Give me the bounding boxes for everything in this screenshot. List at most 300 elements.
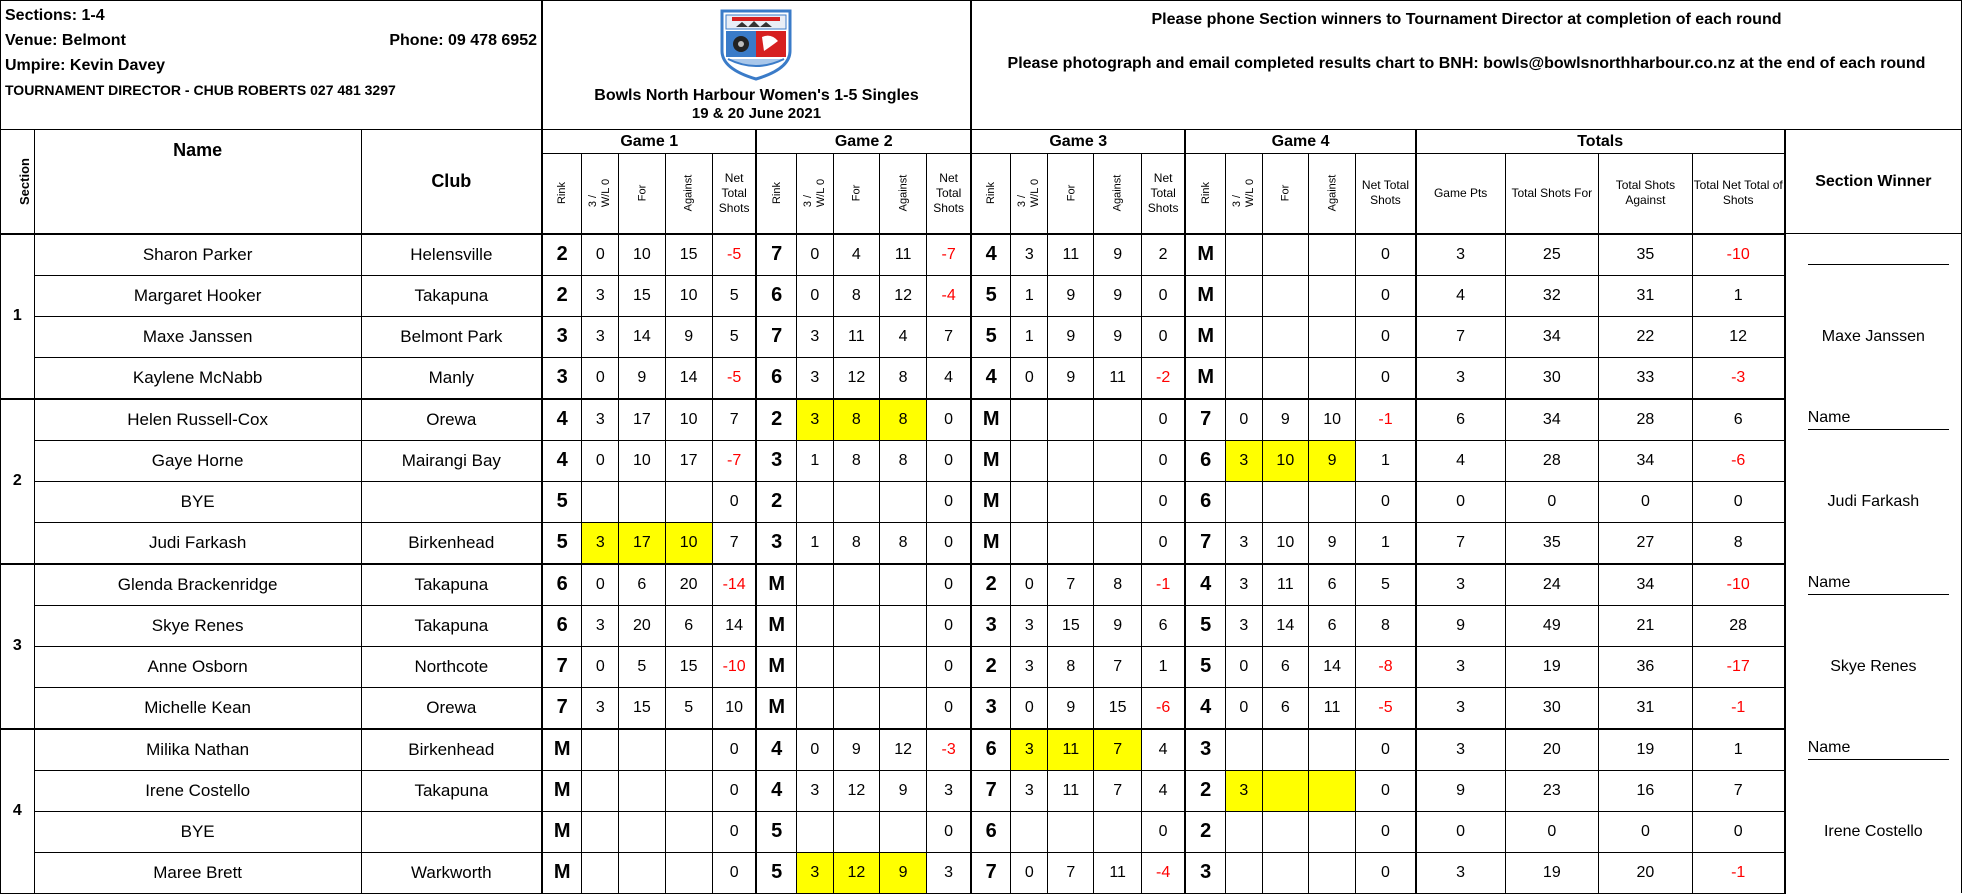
name-column-header: Name (34, 130, 361, 234)
game-rink: M (971, 440, 1011, 481)
game-for: 9 (1048, 316, 1094, 357)
game-against: 9 (1094, 605, 1141, 646)
game-wl: 3 (796, 357, 833, 399)
game-rink: 6 (756, 275, 796, 316)
game-net: 0 (1356, 234, 1416, 276)
game-against: 9 (1094, 316, 1141, 357)
game-for: 20 (619, 605, 665, 646)
game-for: 6 (619, 564, 665, 606)
umpire-label: Umpire: Kevin Davey (5, 57, 166, 74)
player-row (1, 852, 1962, 893)
section-winner: Irene Costello (1785, 770, 1962, 893)
total-net-shots: -1 (1692, 852, 1785, 893)
game-net: 0 (927, 687, 971, 729)
player-club (361, 481, 542, 522)
game-for: 5 (619, 646, 665, 687)
game-net: 0 (1356, 481, 1416, 522)
game-rink: 2 (971, 646, 1011, 687)
event-info (1, 1, 543, 130)
total-net-shots: 0 (1692, 811, 1785, 852)
game-for: 9 (1048, 687, 1094, 729)
game-against (1094, 522, 1141, 564)
game-against: 10 (665, 522, 712, 564)
game-net: 7 (927, 316, 971, 357)
game-against (1308, 316, 1355, 357)
game-against (1308, 770, 1355, 811)
game-rink: 3 (971, 687, 1011, 729)
player-club: Helensville (361, 234, 542, 276)
game-net: 4 (927, 357, 971, 399)
game-wl: 0 (1225, 646, 1262, 687)
game-against: 9 (1308, 440, 1355, 481)
total-shots-against: 19 (1599, 729, 1693, 771)
game-against (879, 646, 926, 687)
game-rink: 5 (542, 481, 582, 522)
player-name: Michelle Kean (34, 687, 361, 729)
total-net-shots: 1 (1692, 275, 1785, 316)
total-shots-against: 27 (1599, 522, 1693, 564)
game-4-wl-header: 3 / W/L 0 (1225, 154, 1262, 234)
game-rink: 6 (971, 729, 1011, 771)
total-shots-against: 20 (1599, 852, 1693, 893)
winner-name-placeholder: Name (1808, 574, 1949, 595)
game-2-net-header: Net Total Shots (927, 154, 971, 234)
game-net: 7 (712, 399, 756, 441)
game-for: 6 (1262, 687, 1308, 729)
game-for: 7 (1048, 564, 1094, 606)
game-net: 0 (1141, 811, 1185, 852)
player-row (1, 522, 1962, 564)
game-against: 8 (879, 357, 926, 399)
game-against: 20 (665, 564, 712, 606)
player-club: Manly (361, 357, 542, 399)
game-rink: 2 (756, 399, 796, 441)
game-wl: 3 (582, 687, 619, 729)
game-wl (1011, 481, 1048, 522)
game-for (1262, 852, 1308, 893)
total-shots-against: 0 (1599, 481, 1693, 522)
total-game-pts: 3 (1416, 687, 1505, 729)
game-rink: 6 (1185, 440, 1225, 481)
total-shots-for: 32 (1505, 275, 1599, 316)
game-wl: 0 (582, 564, 619, 606)
instruction-phone: Please phone Section winners to Tournament Director at completion of each round (1151, 11, 1782, 28)
player-row (1, 811, 1962, 852)
game-wl: 3 (1011, 605, 1048, 646)
game-for: 8 (1048, 646, 1094, 687)
section-winner: Judi Farkash (1785, 440, 1962, 564)
total-shots-for: 28 (1505, 440, 1599, 481)
total-shots-against: 28 (1599, 399, 1693, 441)
player-club: Birkenhead (361, 729, 542, 771)
total-shots-against: 34 (1599, 564, 1693, 606)
game-for (1262, 316, 1308, 357)
game-rink: 5 (756, 811, 796, 852)
game-for: 11 (1048, 729, 1094, 771)
game-net: 0 (1356, 811, 1416, 852)
game-rink: 3 (542, 357, 582, 399)
player-club: Orewa (361, 687, 542, 729)
section-column-header: Section (1, 130, 35, 234)
game-rink: M (1185, 234, 1225, 276)
total-shots-against: 0 (1599, 811, 1693, 852)
game-for (1262, 729, 1308, 771)
game-wl: 0 (1011, 687, 1048, 729)
game-wl: 3 (796, 316, 833, 357)
total-shots-against: 34 (1599, 440, 1693, 481)
game-4-for-header: For (1262, 154, 1308, 234)
game-net: -6 (1141, 687, 1185, 729)
total-game-pts: 0 (1416, 811, 1505, 852)
game-net: 0 (712, 481, 756, 522)
player-club: Belmont Park (361, 316, 542, 357)
game-for (619, 481, 665, 522)
game-wl (796, 646, 833, 687)
game-1-wl-header: 3 / W/L 0 (582, 154, 619, 234)
game-3-net-header: Net Total Shots (1141, 154, 1185, 234)
game-wl (1011, 811, 1048, 852)
player-row (1, 564, 1962, 606)
game-net: 1 (1141, 646, 1185, 687)
game-net: -5 (712, 357, 756, 399)
game-net: 0 (1141, 275, 1185, 316)
game-wl: 0 (582, 357, 619, 399)
club-column-header: Club (361, 130, 542, 234)
game-for (833, 481, 879, 522)
game-net: -2 (1141, 357, 1185, 399)
game-rink: 5 (971, 275, 1011, 316)
game-for: 9 (1048, 275, 1094, 316)
game-rink: 7 (971, 770, 1011, 811)
game-for (1262, 481, 1308, 522)
section-number: 2 (1, 399, 35, 564)
game-for: 14 (1262, 605, 1308, 646)
section-winner-name-slot (1785, 399, 1962, 441)
player-club: Warkworth (361, 852, 542, 893)
player-club: Mairangi Bay (361, 440, 542, 481)
total-game-pts: 3 (1416, 729, 1505, 771)
player-row (1, 729, 1962, 771)
total-game-pts: 4 (1416, 275, 1505, 316)
game-against (665, 770, 712, 811)
total-shots-against: 16 (1599, 770, 1693, 811)
game-for: 9 (1262, 399, 1308, 441)
game-4-header: Game 4 (1185, 130, 1415, 154)
game-net: -5 (712, 234, 756, 276)
game-rink: 2 (1185, 811, 1225, 852)
total-shots-for: 24 (1505, 564, 1599, 606)
game-3-rink-header: Rink (971, 154, 1011, 234)
game-rink: 4 (542, 399, 582, 441)
total-net-shots: -6 (1692, 440, 1785, 481)
game-net: 0 (1356, 770, 1416, 811)
game-wl: 3 (582, 275, 619, 316)
totals-header: Totals (1416, 130, 1785, 154)
game-wl (582, 481, 619, 522)
game-wl: 3 (1011, 770, 1048, 811)
game-rink: 7 (1185, 399, 1225, 441)
game-net: 2 (1141, 234, 1185, 276)
player-club: Orewa (361, 399, 542, 441)
game-against (1094, 399, 1141, 441)
game-against: 12 (879, 275, 926, 316)
game-wl (1225, 234, 1262, 276)
total-net-shots: -17 (1692, 646, 1785, 687)
total-shots-for: 20 (1505, 729, 1599, 771)
game-for (833, 811, 879, 852)
game-against: 9 (1308, 522, 1355, 564)
game-net: -1 (1356, 399, 1416, 441)
game-rink: 4 (971, 234, 1011, 276)
game-rink: 5 (1185, 605, 1225, 646)
game-net: 5 (1356, 564, 1416, 606)
game-rink: 4 (1185, 687, 1225, 729)
game-rink: 6 (542, 564, 582, 606)
game-against: 15 (1094, 687, 1141, 729)
total-shots-against: 31 (1599, 687, 1693, 729)
total-shots-for-header: Total Shots For (1505, 154, 1599, 234)
player-row (1, 687, 1962, 729)
game-net: -14 (712, 564, 756, 606)
player-name: Judi Farkash (34, 522, 361, 564)
total-net-shots: -10 (1692, 564, 1785, 606)
section-winner: Skye Renes (1785, 605, 1962, 729)
game-for: 11 (1048, 770, 1094, 811)
total-game-pts: 3 (1416, 852, 1505, 893)
game-wl: 3 (796, 852, 833, 893)
total-shots-for: 19 (1505, 646, 1599, 687)
game-for: 11 (833, 316, 879, 357)
player-club: Takapuna (361, 770, 542, 811)
game-for: 11 (1048, 234, 1094, 276)
game-for: 8 (833, 399, 879, 441)
total-shots-against: 36 (1599, 646, 1693, 687)
game-wl: 3 (582, 399, 619, 441)
game-for (619, 811, 665, 852)
game-for: 17 (619, 522, 665, 564)
game-for: 12 (833, 357, 879, 399)
game-wl: 3 (1011, 234, 1048, 276)
game-net: 5 (712, 316, 756, 357)
game-net: 14 (712, 605, 756, 646)
game-against: 10 (665, 275, 712, 316)
bowls-north-harbour-logo (716, 7, 796, 81)
game-3-for-header: For (1048, 154, 1094, 234)
total-shots-against: 33 (1599, 357, 1693, 399)
game-for (1262, 234, 1308, 276)
game-wl: 1 (796, 522, 833, 564)
game-4-rink-header: Rink (1185, 154, 1225, 234)
player-name: Kaylene McNabb (34, 357, 361, 399)
game-for: 11 (1262, 564, 1308, 606)
game-for: 4 (833, 234, 879, 276)
game-against (1308, 234, 1355, 276)
game-rink: 5 (756, 852, 796, 893)
game-for: 15 (619, 275, 665, 316)
game-for: 10 (1262, 522, 1308, 564)
game-wl (796, 564, 833, 606)
game-rink: M (971, 399, 1011, 441)
game-1-against-header: Against (665, 154, 712, 234)
game-net: 10 (712, 687, 756, 729)
game-against (1308, 729, 1355, 771)
total-shots-for: 30 (1505, 357, 1599, 399)
section-winner-header: Section Winner (1785, 130, 1962, 234)
game-against (1308, 811, 1355, 852)
game-for (1262, 770, 1308, 811)
game-rink: 5 (1185, 646, 1225, 687)
game-wl: 0 (1011, 564, 1048, 606)
player-row (1, 481, 1962, 522)
total-net-shots: 7 (1692, 770, 1785, 811)
game-net: 4 (1141, 729, 1185, 771)
game-wl (796, 605, 833, 646)
game-net: -7 (927, 234, 971, 276)
game-net: -7 (712, 440, 756, 481)
game-wl: 0 (582, 646, 619, 687)
total-shots-for: 34 (1505, 316, 1599, 357)
game-against: 9 (1094, 234, 1141, 276)
game-for: 9 (833, 729, 879, 771)
game-wl: 0 (582, 234, 619, 276)
game-net: 0 (927, 440, 971, 481)
game-net: 0 (1356, 357, 1416, 399)
total-game-pts: 7 (1416, 522, 1505, 564)
game-rink: 3 (1185, 729, 1225, 771)
total-net-shots: 8 (1692, 522, 1785, 564)
game-net: -4 (927, 275, 971, 316)
game-rink: 7 (756, 234, 796, 276)
player-name: BYE (34, 811, 361, 852)
game-net: 0 (1141, 440, 1185, 481)
game-wl: 3 (1011, 729, 1048, 771)
game-against: 11 (1094, 357, 1141, 399)
game-wl (582, 811, 619, 852)
game-against: 9 (1094, 275, 1141, 316)
game-net: 0 (1141, 316, 1185, 357)
game-wl: 0 (582, 440, 619, 481)
total-net-shots: 0 (1692, 481, 1785, 522)
game-pts-header: Game Pts (1416, 154, 1505, 234)
total-net-header: Total Net Total of Shots (1692, 154, 1785, 234)
director-label: TOURNAMENT DIRECTOR - CHUB ROBERTS 027 481 3297 (5, 82, 396, 98)
game-rink: 4 (542, 440, 582, 481)
game-net: 0 (927, 811, 971, 852)
game-rink: M (1185, 275, 1225, 316)
section-number: 4 (1, 729, 35, 894)
game-against: 8 (879, 522, 926, 564)
game-against: 10 (1308, 399, 1355, 441)
game-net: 0 (712, 770, 756, 811)
game-2-for-header: For (833, 154, 879, 234)
total-shots-for: 0 (1505, 811, 1599, 852)
total-net-shots: 1 (1692, 729, 1785, 771)
event-dates: 19 & 20 June 2021 (691, 105, 822, 122)
total-game-pts: 9 (1416, 770, 1505, 811)
instructions (971, 1, 1962, 130)
game-wl: 3 (1225, 605, 1262, 646)
player-row (1, 234, 1962, 276)
player-name: BYE (34, 481, 361, 522)
game-for (833, 605, 879, 646)
game-for: 10 (1262, 440, 1308, 481)
game-net: 0 (712, 852, 756, 893)
game-wl (1225, 811, 1262, 852)
game-rink: 2 (1185, 770, 1225, 811)
game-net: -10 (712, 646, 756, 687)
game-net: 7 (712, 522, 756, 564)
game-rink: 4 (971, 357, 1011, 399)
game-wl: 0 (796, 234, 833, 276)
winner-name-placeholder: Name (1808, 409, 1949, 430)
game-rink: M (542, 770, 582, 811)
game-rink: 6 (542, 605, 582, 646)
total-net-shots: 28 (1692, 605, 1785, 646)
game-net: 0 (1141, 522, 1185, 564)
game-net: -5 (1356, 687, 1416, 729)
game-against: 6 (1308, 564, 1355, 606)
total-shots-against: 21 (1599, 605, 1693, 646)
total-game-pts: 7 (1416, 316, 1505, 357)
total-game-pts: 3 (1416, 357, 1505, 399)
game-net: -8 (1356, 646, 1416, 687)
game-net: 0 (927, 564, 971, 606)
player-name: Gaye Horne (34, 440, 361, 481)
game-wl: 0 (1225, 399, 1262, 441)
game-wl: 0 (1225, 687, 1262, 729)
game-wl (582, 852, 619, 893)
game-against: 11 (879, 234, 926, 276)
game-for (1262, 357, 1308, 399)
total-net-shots: -1 (1692, 687, 1785, 729)
game-rink: 5 (971, 316, 1011, 357)
game-against (1308, 275, 1355, 316)
game-rink: 7 (1185, 522, 1225, 564)
instruction-email: Please photograph and email completed results chart to BNH: bowls@bowlsnorthharbour.co.nz at the end of each round (1007, 55, 1926, 72)
total-shots-against: 35 (1599, 234, 1693, 276)
game-net: 0 (1356, 275, 1416, 316)
total-net-shots: 6 (1692, 399, 1785, 441)
section-winner-name-slot (1785, 729, 1962, 771)
game-against: 14 (1308, 646, 1355, 687)
game-wl: 0 (1011, 357, 1048, 399)
game-against: 11 (1094, 852, 1141, 893)
game-net: -1 (1141, 564, 1185, 606)
player-name: Maxe Janssen (34, 316, 361, 357)
total-game-pts: 3 (1416, 646, 1505, 687)
game-against (665, 729, 712, 771)
player-club: Takapuna (361, 275, 542, 316)
venue-label: Venue: Belmont (5, 32, 126, 49)
game-for (1048, 522, 1094, 564)
game-for: 7 (1048, 852, 1094, 893)
game-against: 11 (1308, 687, 1355, 729)
game-rink: M (756, 605, 796, 646)
total-shots-for: 30 (1505, 687, 1599, 729)
game-against: 7 (1094, 770, 1141, 811)
game-3-against-header: Against (1094, 154, 1141, 234)
game-against: 5 (665, 687, 712, 729)
game-rink: 2 (756, 481, 796, 522)
total-game-pts: 9 (1416, 605, 1505, 646)
player-row (1, 275, 1962, 316)
sections-label: Sections: 1-4 (5, 7, 105, 24)
game-against (1094, 811, 1141, 852)
game-net: 0 (1141, 399, 1185, 441)
winner-name-placeholder (1808, 244, 1949, 265)
game-rink: 7 (542, 646, 582, 687)
game-for: 14 (619, 316, 665, 357)
